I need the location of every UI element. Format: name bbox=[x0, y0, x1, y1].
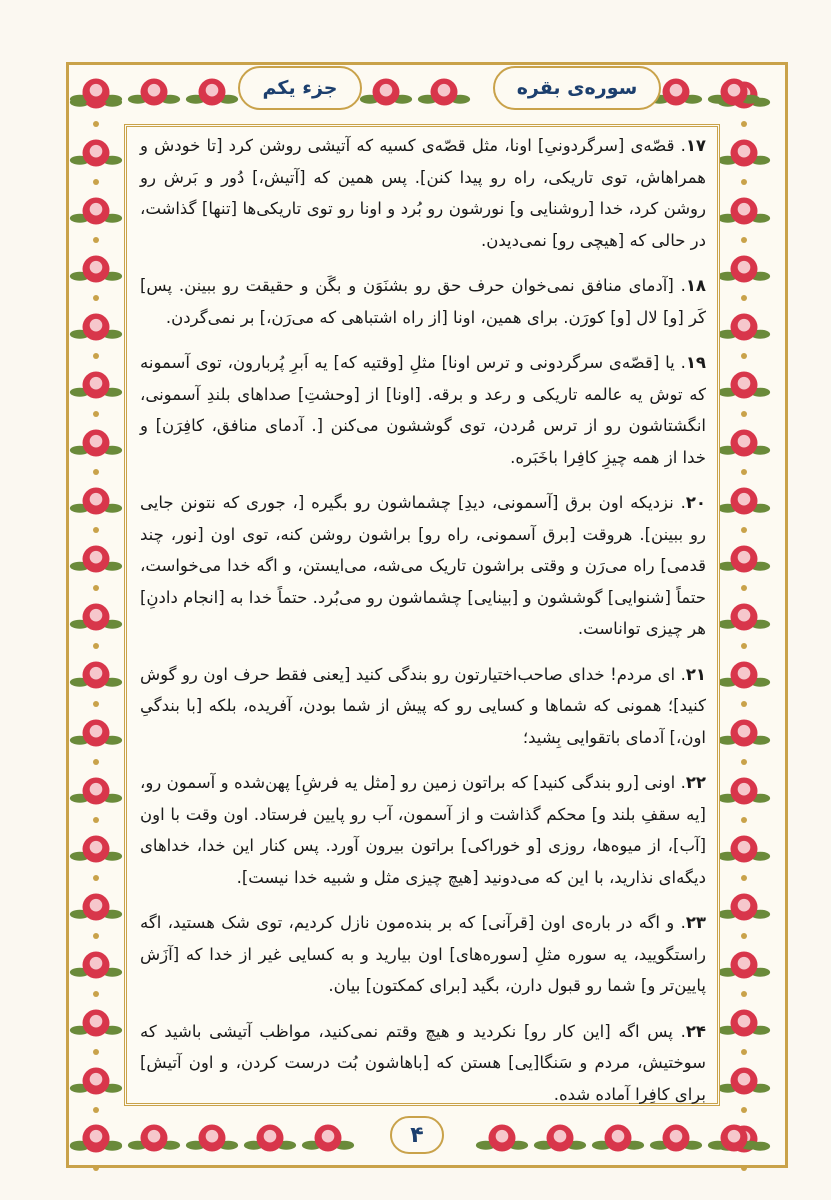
rose-ornament-icon bbox=[592, 1125, 644, 1152]
gold-dot-ornament bbox=[93, 121, 99, 127]
gold-dot-ornament bbox=[93, 817, 99, 823]
verse-paragraph bbox=[140, 907, 706, 1002]
rose-ornament-icon bbox=[718, 546, 770, 573]
verse-text: . یا [قصّه‌ی سرگردونی و ترس اونا] مثلِ [وقتیه که] یه اَبرِ پُربارون، توی آسمونه که توش یه عالمه تاریکی و رعد و برقه. [اونا] از [وحشتِ] صداهای بلندِ آسمونی، انگشتاشون رو از ترس مُردن، توی گوششون می‌کنن [. آدمای منافق، کافِرَن] و خدا از همه چیزِ کافِرا باخَبَره. bbox=[140, 353, 706, 467]
rose-ornament-icon bbox=[718, 836, 770, 863]
rose-ornament-icon bbox=[70, 894, 122, 921]
rose-ornament-icon bbox=[718, 198, 770, 225]
gold-dot-ornament bbox=[741, 121, 747, 127]
gold-dot-ornament bbox=[741, 759, 747, 765]
gold-dot-ornament bbox=[93, 701, 99, 707]
gold-dot-ornament bbox=[93, 237, 99, 243]
gold-dot-ornament bbox=[93, 1049, 99, 1055]
verse-number: ۲۲ bbox=[685, 773, 706, 792]
page-number: ۴ bbox=[410, 1122, 424, 1148]
rose-ornament-icon bbox=[70, 314, 122, 341]
gold-dot-ornament bbox=[741, 411, 747, 417]
rose-ornament-icon bbox=[70, 836, 122, 863]
verse-text: . نزدیکه اون برق [آسمونی، دیدِ] چشماشون رو بگیره [، جوری که نتونن جایی رو ببینن]. هروقت [برق آسمونی، راه رو] براشون روشن کنه، توی اون [نور، چند قدمی] راه می‌رَن و وقتی براشون تاریک می‌شه، می‌ایستن، و اگه خدا می‌خواست، حتماً [شنوایی] گوششون و [بینایی] چشماشون رو می‌بُرد. حتماً خدا به [انجام دادنِ] هر چیزی تواناست. bbox=[140, 493, 706, 638]
verse-number: ۲۱ bbox=[685, 664, 706, 684]
rose-ornament-icon bbox=[186, 79, 238, 106]
rose-ornament-icon bbox=[718, 778, 770, 805]
gold-dot-ornament bbox=[741, 1107, 747, 1113]
rose-ornament-icon bbox=[718, 430, 770, 457]
verse-paragraph bbox=[140, 347, 706, 473]
rose-ornament-icon bbox=[70, 430, 122, 457]
rose-ornament-icon bbox=[70, 778, 122, 805]
gold-dot-ornament bbox=[741, 875, 747, 881]
rose-ornament-icon bbox=[718, 952, 770, 979]
rose-ornament-icon bbox=[718, 1010, 770, 1037]
gold-dot-ornament bbox=[741, 353, 747, 359]
gold-dot-ornament bbox=[93, 353, 99, 359]
rose-ornament-icon bbox=[650, 1125, 702, 1152]
verse-paragraph bbox=[140, 270, 706, 333]
verse-paragraph bbox=[140, 487, 706, 645]
rose-ornament-icon bbox=[70, 488, 122, 515]
rose-ornament-icon bbox=[128, 1125, 180, 1152]
rose-ornament-icon bbox=[476, 1125, 528, 1152]
verse-number: ۲۰ bbox=[685, 493, 706, 512]
verse-text: . پس اگه [این کار رو] نکردید و هیچ وقتم نمی‌کنید، مواظب آتیشی باشید که سوختیش، مردم و سَنگا[یی] هستن که [باهاشون بُت درست کردن، و اون آتیش] برای کافِرا آماده شده. bbox=[140, 1021, 706, 1104]
gold-dot-ornament bbox=[741, 817, 747, 823]
verse-text: . قصّه‌ی [سرگردونیِ] اونا، مثل قصّه‌ی کسیه که آتیشی روشن کرد [تا خودش و همراهاش، توی تاریکی، راه رو پیدا کنن]. پس همین که [آتیش،] دُور و بَرش رو روشن کرد، خدا [روشنایی و] نورشون رو بُرد و اونا رو توی تاریکی‌ها [تنها] گذاشت، در حالی که [هیچی رو] نمی‌دیدن. bbox=[140, 136, 706, 250]
gold-dot-ornament bbox=[741, 701, 747, 707]
gold-dot-ornament bbox=[741, 643, 747, 649]
verse-number: ۱۸ bbox=[685, 276, 706, 295]
verse-paragraph bbox=[140, 659, 706, 754]
rose-ornament-icon bbox=[70, 140, 122, 167]
rose-ornament-icon bbox=[302, 1125, 354, 1152]
gold-dot-ornament bbox=[93, 469, 99, 475]
rose-ornament-icon bbox=[70, 372, 122, 399]
rose-ornament-icon bbox=[70, 256, 122, 283]
gold-dot-ornament bbox=[93, 933, 99, 939]
verse-number: ۲۴ bbox=[685, 1021, 706, 1041]
gold-dot-ornament bbox=[741, 179, 747, 185]
rose-ornament-icon bbox=[418, 79, 470, 106]
gold-dot-ornament bbox=[741, 1165, 747, 1171]
rose-ornament-icon bbox=[70, 1010, 122, 1037]
gold-dot-ornament bbox=[93, 759, 99, 765]
gold-dot-ornament bbox=[93, 643, 99, 649]
rose-ornament-icon bbox=[718, 720, 770, 747]
gold-dot-ornament bbox=[93, 991, 99, 997]
rose-ornament-icon bbox=[244, 1125, 296, 1152]
verse-text-column bbox=[140, 130, 706, 1104]
surah-title: سوره‌ی بقره bbox=[516, 77, 638, 99]
gold-dot-ornament bbox=[741, 295, 747, 301]
juz-title: جزء یکم bbox=[262, 77, 338, 99]
gold-dot-ornament bbox=[93, 411, 99, 417]
gold-dot-ornament bbox=[741, 469, 747, 475]
verse-text: . [آدمای منافق نمی‌خوان حرف حق رو بشنَوَن و بگَن و حقیقت رو ببینن. پس] کَر [و] لال [و] کورَن. برای همین، اونا [از راه اشتباهی که می‌رَن،] بر نمی‌گردن. bbox=[140, 276, 706, 327]
gold-dot-ornament bbox=[741, 237, 747, 243]
rose-ornament-icon bbox=[718, 314, 770, 341]
surah-title-cartouche bbox=[493, 66, 661, 110]
gold-dot-ornament bbox=[93, 179, 99, 185]
gold-dot-ornament bbox=[93, 1165, 99, 1171]
gold-dot-ornament bbox=[93, 1107, 99, 1113]
gold-dot-ornament bbox=[93, 527, 99, 533]
rose-ornament-icon bbox=[718, 894, 770, 921]
verse-paragraph bbox=[140, 1016, 706, 1111]
rose-ornament-icon bbox=[70, 1125, 122, 1152]
rose-ornament-icon bbox=[70, 952, 122, 979]
verse-number: ۱۷ bbox=[685, 136, 706, 155]
rose-ornament-icon bbox=[360, 79, 412, 106]
rose-ornament-icon bbox=[718, 372, 770, 399]
rose-ornament-icon bbox=[70, 198, 122, 225]
gold-dot-ornament bbox=[741, 585, 747, 591]
rose-ornament-icon bbox=[128, 79, 180, 106]
gold-dot-ornament bbox=[741, 933, 747, 939]
rose-ornament-icon bbox=[70, 79, 122, 106]
gold-dot-ornament bbox=[741, 527, 747, 533]
gold-dot-ornament bbox=[93, 875, 99, 881]
rose-ornament-icon bbox=[70, 604, 122, 631]
rose-ornament-icon bbox=[70, 720, 122, 747]
rose-ornament-icon bbox=[70, 662, 122, 689]
rose-ornament-icon bbox=[70, 1068, 122, 1095]
verse-text: . ای مردم! خدای صاحب‌اختیارتون رو بندگی کنید [یعنی فقط حرف اون رو گوش کنید]؛ همونی که شماها و کسایی رو که پیش از شما بودن، آفریده، بلکه [با بندگیِ اون،] آدمای باتقوایی بِشید؛ bbox=[140, 664, 706, 747]
verse-number: ۱۹ bbox=[685, 353, 706, 372]
juz-title-cartouche bbox=[238, 66, 362, 110]
gold-dot-ornament bbox=[93, 295, 99, 301]
verse-paragraph bbox=[140, 130, 706, 256]
rose-ornament-icon bbox=[534, 1125, 586, 1152]
rose-ornament-icon bbox=[718, 604, 770, 631]
rose-ornament-icon bbox=[718, 256, 770, 283]
rose-ornament-icon bbox=[70, 546, 122, 573]
rose-ornament-icon bbox=[718, 140, 770, 167]
verse-text: . و اگه در باره‌ی اون [قرآنی] که بر بنده‌مون نازل کردیم، توی شک هستید، اگه راستگویید، یه سوره مثلِ [سوره‌های] اون بیارید و به کسایی غیر از خدا که [آزَش پایین‌تر و] شما رو قبول دارن، بگید [برای کمکتون] بیان. bbox=[140, 913, 706, 995]
verse-number: ۲۳ bbox=[685, 913, 706, 932]
verse-text: . اونی [رو بندگی کنید] که براتون زمین رو [مثل یه فرشِ] پهن‌شده و آسمون رو، [یه سقفِ بلند و] محکم گذاشت و از آسمون، آب رو پایین فرستاد. اون وقت با اون [آب]، از میوه‌ها، روزی [و خوراکی] براتون بیرون آورد. پس کنار این خدا، خداهای دیگه‌ای نذارید، با این که می‌دونید [هیچ چیزی مثل و شبیه خدا نیست]. bbox=[140, 773, 706, 887]
gold-dot-ornament bbox=[93, 585, 99, 591]
gold-dot-ornament bbox=[741, 1049, 747, 1055]
rose-ornament-icon bbox=[718, 1068, 770, 1095]
verse-paragraph bbox=[140, 767, 706, 893]
rose-ornament-icon bbox=[186, 1125, 238, 1152]
rose-ornament-icon bbox=[718, 488, 770, 515]
gold-dot-ornament bbox=[741, 991, 747, 997]
rose-ornament-icon bbox=[718, 662, 770, 689]
page-number-badge bbox=[390, 1116, 444, 1154]
